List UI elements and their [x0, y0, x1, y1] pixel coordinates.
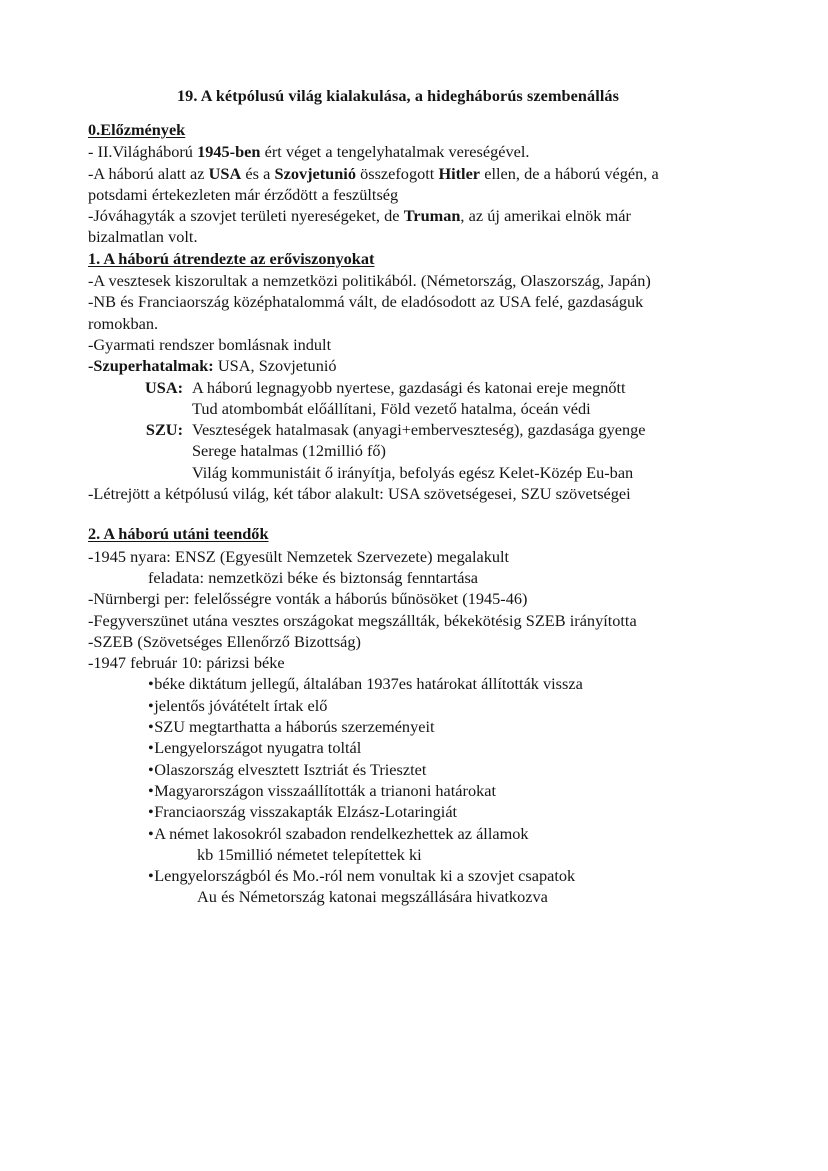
list-item	[88, 695, 708, 716]
bold-truman: Truman	[403, 206, 461, 226]
section-1-line-2: -NB és Franciaország középhatalommá vált, de eladósodott az USA felé, gazdaságuk	[88, 292, 644, 312]
text-fragment: ért véget a tengelyhatalmak vereségével.	[260, 142, 530, 162]
bullet-icon: •	[148, 823, 154, 843]
section-1-line-6: -Létrejött a kétpólusú világ, két tábor alakult: USA szövetségesei, SZU szövetségei	[88, 484, 631, 504]
bold-szovjetunio: Szovjetunió	[274, 163, 356, 183]
bullet-icon: •	[148, 738, 154, 758]
bullet-icon: •	[148, 780, 154, 800]
section-2-heading: 2. A háború utáni teendők	[88, 524, 269, 544]
section-0-line-2	[88, 163, 708, 184]
list-item-label: Lengyelországból és Mo.-ról nem vonultak ki a szovjet csapatok	[154, 866, 576, 886]
list-item-label: Franciaország visszakapták Elzász-Lotaringiát	[154, 802, 458, 822]
list-item	[88, 780, 708, 801]
list-item-label: Olaszország elvesztett Isztriát és Triesztet	[154, 759, 427, 779]
list-item	[88, 673, 708, 694]
usa-entry-row-1	[88, 377, 708, 398]
usa-label: USA:	[145, 377, 183, 397]
bold-szuperhatalmak: -Szuperhatalmak:	[88, 356, 214, 376]
section-2-line-3: -Nürnbergi per: felelősségre vonták a háborús bűnösöket (1945-46)	[88, 589, 528, 609]
text-fragment: , az új amerikai elnök már	[460, 206, 631, 226]
section-2-line-2-sub: feladata: nemzetközi béke és biztonság fenntartása	[148, 567, 479, 587]
list-item-label: Lengyelországot nyugatra toltál	[154, 738, 362, 758]
bullet-icon: •	[148, 695, 154, 715]
section-0-line-1	[88, 141, 708, 162]
text-fragment: ellen, de a háború végén, a	[480, 163, 659, 183]
text-fragment: összefogott	[355, 163, 439, 183]
text-fragment: USA, Szovjetunió	[213, 356, 337, 376]
bullet-icon: •	[148, 674, 154, 694]
szu-entry-row-1	[88, 419, 708, 440]
section-2-line-5: -SZEB (Szövetséges Ellenőrző Bizottság)	[88, 631, 361, 651]
section-gap	[88, 504, 708, 523]
usa-entry-row-2	[88, 398, 708, 419]
list-item-label: A német lakosokról szabadon rendelkezhettek az államok	[154, 823, 529, 843]
list-item	[88, 759, 708, 780]
list-item-label: SZU megtarthatta a háborús szerzeményeit	[154, 717, 435, 737]
list-item-label: Magyarországon visszaállították a trianoni határokat	[154, 780, 496, 800]
bold-hitler: Hitler	[438, 163, 481, 183]
list-item	[88, 801, 708, 822]
bullet-icon: •	[148, 717, 154, 737]
bullet-icon: •	[148, 759, 154, 779]
szu-text-1: Veszteségek hatalmasak (anyagi+emberveszteség), gazdasága gyenge	[192, 420, 646, 440]
szu-entry-row-3	[88, 462, 708, 483]
bold-year: 1945-ben	[197, 142, 261, 162]
section-2-heading-row	[88, 523, 708, 545]
usa-text-2: Tud atombombát előállítani, Föld vezető hatalma, óceán védi	[192, 398, 591, 418]
document-content	[88, 86, 708, 908]
section-1-line-1: -A vesztesek kiszorultak a nemzetközi politikából. (Németország, Olaszország, Japán)	[88, 271, 651, 291]
section-0-line-3: potsdami értekezleten már érződött a feszültség	[88, 184, 399, 204]
section-1-line-4: -Gyarmati rendszer bomlásnak indult	[88, 334, 332, 354]
list-item	[88, 737, 708, 758]
szu-entry-row-2	[88, 440, 708, 461]
section-1-line-3: romokban.	[88, 313, 159, 333]
text-fragment: -A háború alatt az	[88, 163, 209, 183]
text-fragment: és a	[241, 163, 275, 183]
szu-text-3: Világ kommunistáit ő irányítja, befolyás egész Kelet-Közép Eu-ban	[192, 462, 634, 482]
list-item	[88, 716, 708, 737]
section-1-superpowers-line	[88, 355, 708, 376]
section-2-line-6: -1947 február 10: párizsi béke	[88, 653, 285, 673]
list-item	[88, 823, 708, 844]
bullet-icon: •	[148, 802, 154, 822]
szu-text-2: Serege hatalmas (12millió fő)	[192, 441, 386, 461]
section-0-line-4	[88, 205, 708, 226]
bullet-icon: •	[148, 866, 154, 886]
section-1-heading: 1. A háború átrendezte az erőviszonyokat	[88, 248, 375, 268]
section-2-line-4: -Fegyverszünet utána vesztes országokat megszállták, békekötésig SZEB irányította	[88, 610, 637, 630]
text-fragment: -Jóváhagyták a szovjet területi nyereségeket, de	[88, 206, 404, 226]
list-item-label: béke diktátum jellegű, általában 1937es határokat állították vissza	[154, 674, 583, 694]
section-0-line-5: bizalmatlan volt.	[88, 227, 198, 247]
section-0-heading: 0.Előzmények	[88, 120, 186, 139]
page-title: 19. A kétpólusú világ kialakulása, a hidegháborús szembenállás	[176, 87, 620, 105]
bold-usa: USA	[208, 163, 242, 183]
szu-label: SZU:	[145, 420, 183, 440]
list-item-subnote-1: kb 15millió németet telepítettek ki	[197, 844, 422, 864]
list-item	[88, 865, 708, 886]
section-0-heading-row	[88, 119, 708, 141]
list-item-label: jelentős jóvátételt írtak elő	[154, 695, 328, 715]
list-item-subnote-2: Au és Németország katonai megszállására hivatkozva	[197, 887, 548, 907]
text-fragment: - II.Világháború	[88, 142, 198, 162]
usa-text-1: A háború legnagyobb nyertese, gazdasági és katonai ereje megnőtt	[192, 377, 626, 397]
section-2-line-1: -1945 nyara: ENSZ (Egyesült Nemzetek Szervezete) megalakult	[88, 546, 510, 566]
section-1-heading-row	[88, 248, 708, 270]
